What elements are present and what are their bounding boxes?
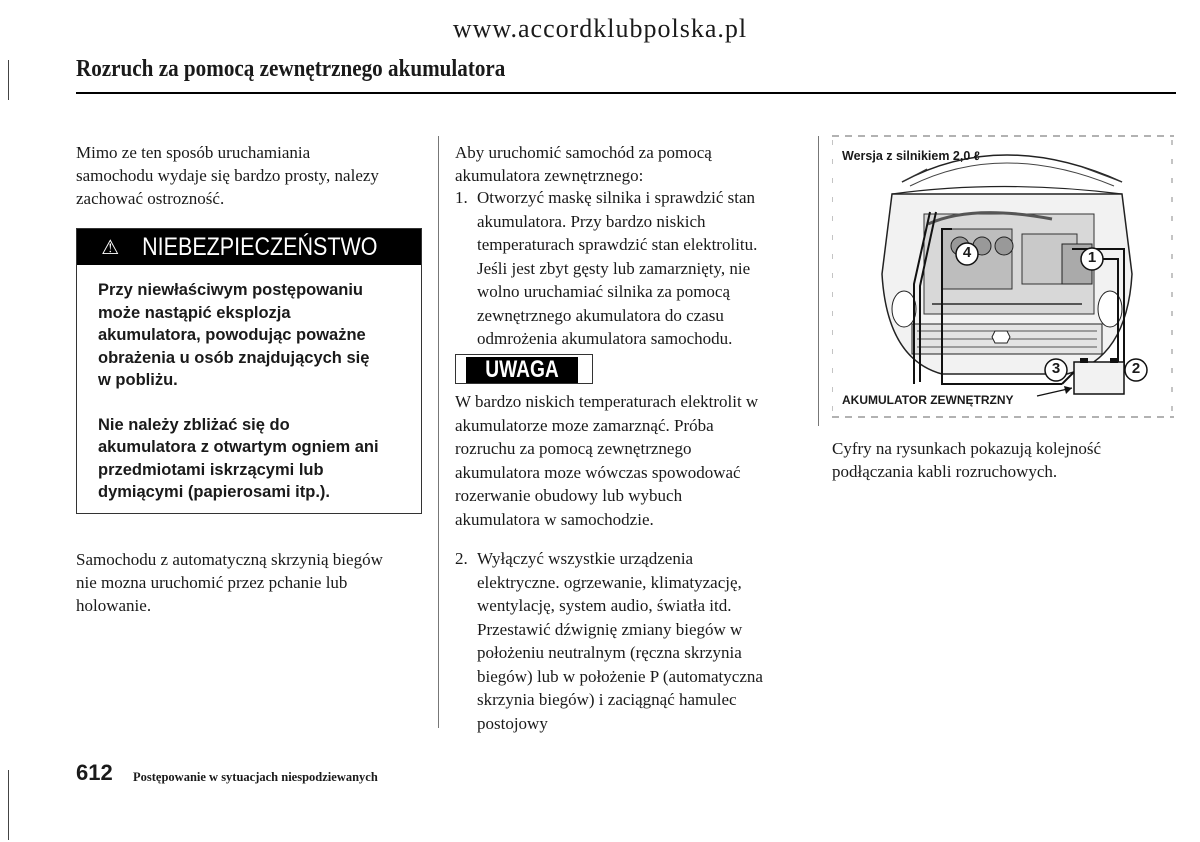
text-line: postojowy xyxy=(477,713,548,733)
text-line: akumulatora w samochodzie. xyxy=(455,509,654,529)
column-divider xyxy=(438,136,439,728)
text-line: akumulatora, powodując poważne xyxy=(98,326,366,344)
text-line: Otworzyć maskę silnika i sprawdzić stan xyxy=(477,188,756,207)
text-line: Nie należy zbliżać się do xyxy=(98,415,290,434)
text-line: Przestawić dźwignię zmiany biegów w xyxy=(477,619,743,639)
text-line: akumulatora. Przy bardzo niskich xyxy=(477,211,706,231)
text-line: może nastąpić eksplozja xyxy=(98,303,291,322)
text-line: dymiącymi (papierosami itp.). xyxy=(98,483,330,501)
warning-triangle-icon: ⚠ xyxy=(101,236,120,259)
danger-paragraph-1 xyxy=(98,279,408,392)
text-line: odmrożenia akumulatora samochodu. xyxy=(477,329,733,348)
step-number: 1. xyxy=(455,188,468,207)
step-1 xyxy=(455,186,805,351)
text-line: holowanie. xyxy=(76,596,152,615)
text-line: W bardzo niskich temperaturach elektrolit w xyxy=(455,392,759,411)
marker-4: 4 xyxy=(962,244,972,261)
text-line: akumulatora z otwartym ogniem ani xyxy=(98,438,379,456)
text-line: Mimo ze ten sposób uruchamiania xyxy=(76,143,311,162)
text-line: Wyłączyć wszystkie urządzenia xyxy=(477,549,694,568)
notice-label-text: UWAGA xyxy=(485,356,559,383)
text-line: Cyfry na rysunkach pokazują kolejność xyxy=(832,439,1102,458)
text-line: biegów) lub w położenie P (automatyczna xyxy=(477,666,763,686)
engine-illustration xyxy=(832,134,1176,422)
text-line: Jeśli jest zbyt gęsty lub zamarznięty, nie xyxy=(477,258,751,278)
page-title: Rozruch za pomocą zewnętrznego akumulatora xyxy=(76,56,506,82)
page-number: 612 xyxy=(76,760,113,785)
column-divider xyxy=(818,136,819,426)
notice-label xyxy=(466,357,578,383)
text-line: wolno uruchamiać silnika za pomocą xyxy=(477,282,731,301)
step-2 xyxy=(455,547,805,737)
text-line: w pobliżu. xyxy=(98,371,178,389)
engine-figure xyxy=(832,134,1176,422)
danger-header xyxy=(77,229,421,265)
text-line: Samochodu z automatyczną skrzynią biegów xyxy=(76,550,383,569)
text-line: przedmiotami iskrzącymi lub xyxy=(98,460,324,479)
step-text xyxy=(477,547,763,735)
marker-2: 2 xyxy=(1131,360,1141,377)
edge-mark xyxy=(8,770,9,840)
marker-1: 1 xyxy=(1087,249,1097,266)
text-line: skrzynia biegów) i zaciągnąć hamulec xyxy=(477,690,737,709)
figure-label: AKUMULATOR ZEWNĘTRZNY xyxy=(842,393,1014,407)
text-line: akumulatora zewnętrznego: xyxy=(455,166,644,185)
section-name: Postępowanie w sytuacjach niespodziewanych xyxy=(133,770,378,784)
text-line: Przy niewłaściwym postępowaniu xyxy=(98,281,363,299)
text-line: Aby uruchomić samochód za pomocą xyxy=(455,143,712,162)
figure-caption xyxy=(832,437,1172,483)
edge-mark xyxy=(8,60,9,100)
marker-3: 3 xyxy=(1051,360,1061,377)
col1-intro xyxy=(76,141,426,210)
text-line: rozruchu za pomocą zewnętrznego xyxy=(455,439,692,458)
site-url: www.accordklubpolska.pl xyxy=(452,14,748,43)
danger-label: NIEBEZPIECZEŃSTWO xyxy=(142,232,378,261)
danger-box xyxy=(76,228,422,514)
text-line: obrażenia u osób znajdujących się xyxy=(98,348,370,367)
text-line: nie mozna uruchomić przez pchanie lub xyxy=(76,573,348,592)
danger-body xyxy=(98,279,408,526)
text-line: rozerwanie obudowy lub wybuch xyxy=(455,486,683,505)
text-line: samochodu wydaje się bardzo prosty, nalezy xyxy=(76,166,379,185)
text-line: elektryczne. ogrzewanie, klimatyzację, xyxy=(477,572,742,592)
step-text xyxy=(477,186,757,351)
col1-outro xyxy=(76,548,426,617)
text-line: wentylację, system audio, światła itd. xyxy=(477,596,732,615)
notice-box xyxy=(455,354,593,384)
step-number: 2. xyxy=(455,549,468,568)
danger-paragraph-2 xyxy=(98,414,408,504)
col2-intro xyxy=(455,141,805,187)
text-line: zachować ostrozność. xyxy=(76,189,225,208)
text-line: akumulatorze moze zamarznąć. Próba xyxy=(455,415,714,435)
text-line: temperaturach sprawdzić stan elektrolitu. xyxy=(477,235,758,254)
title-rule xyxy=(76,92,1176,94)
text-line: zewnętrznego akumulatora do czasu xyxy=(477,305,724,325)
figure-title: Wersja z silnikiem 2,0 ℓ xyxy=(842,149,980,163)
text-line: położeniu neutralnym (ręczna skrzynia xyxy=(477,643,742,662)
text-line: akumulatora moze wówczas spowodować xyxy=(455,462,741,482)
notice-text xyxy=(455,390,805,531)
text-line: podłączania kabli rozruchowych. xyxy=(832,462,1058,481)
